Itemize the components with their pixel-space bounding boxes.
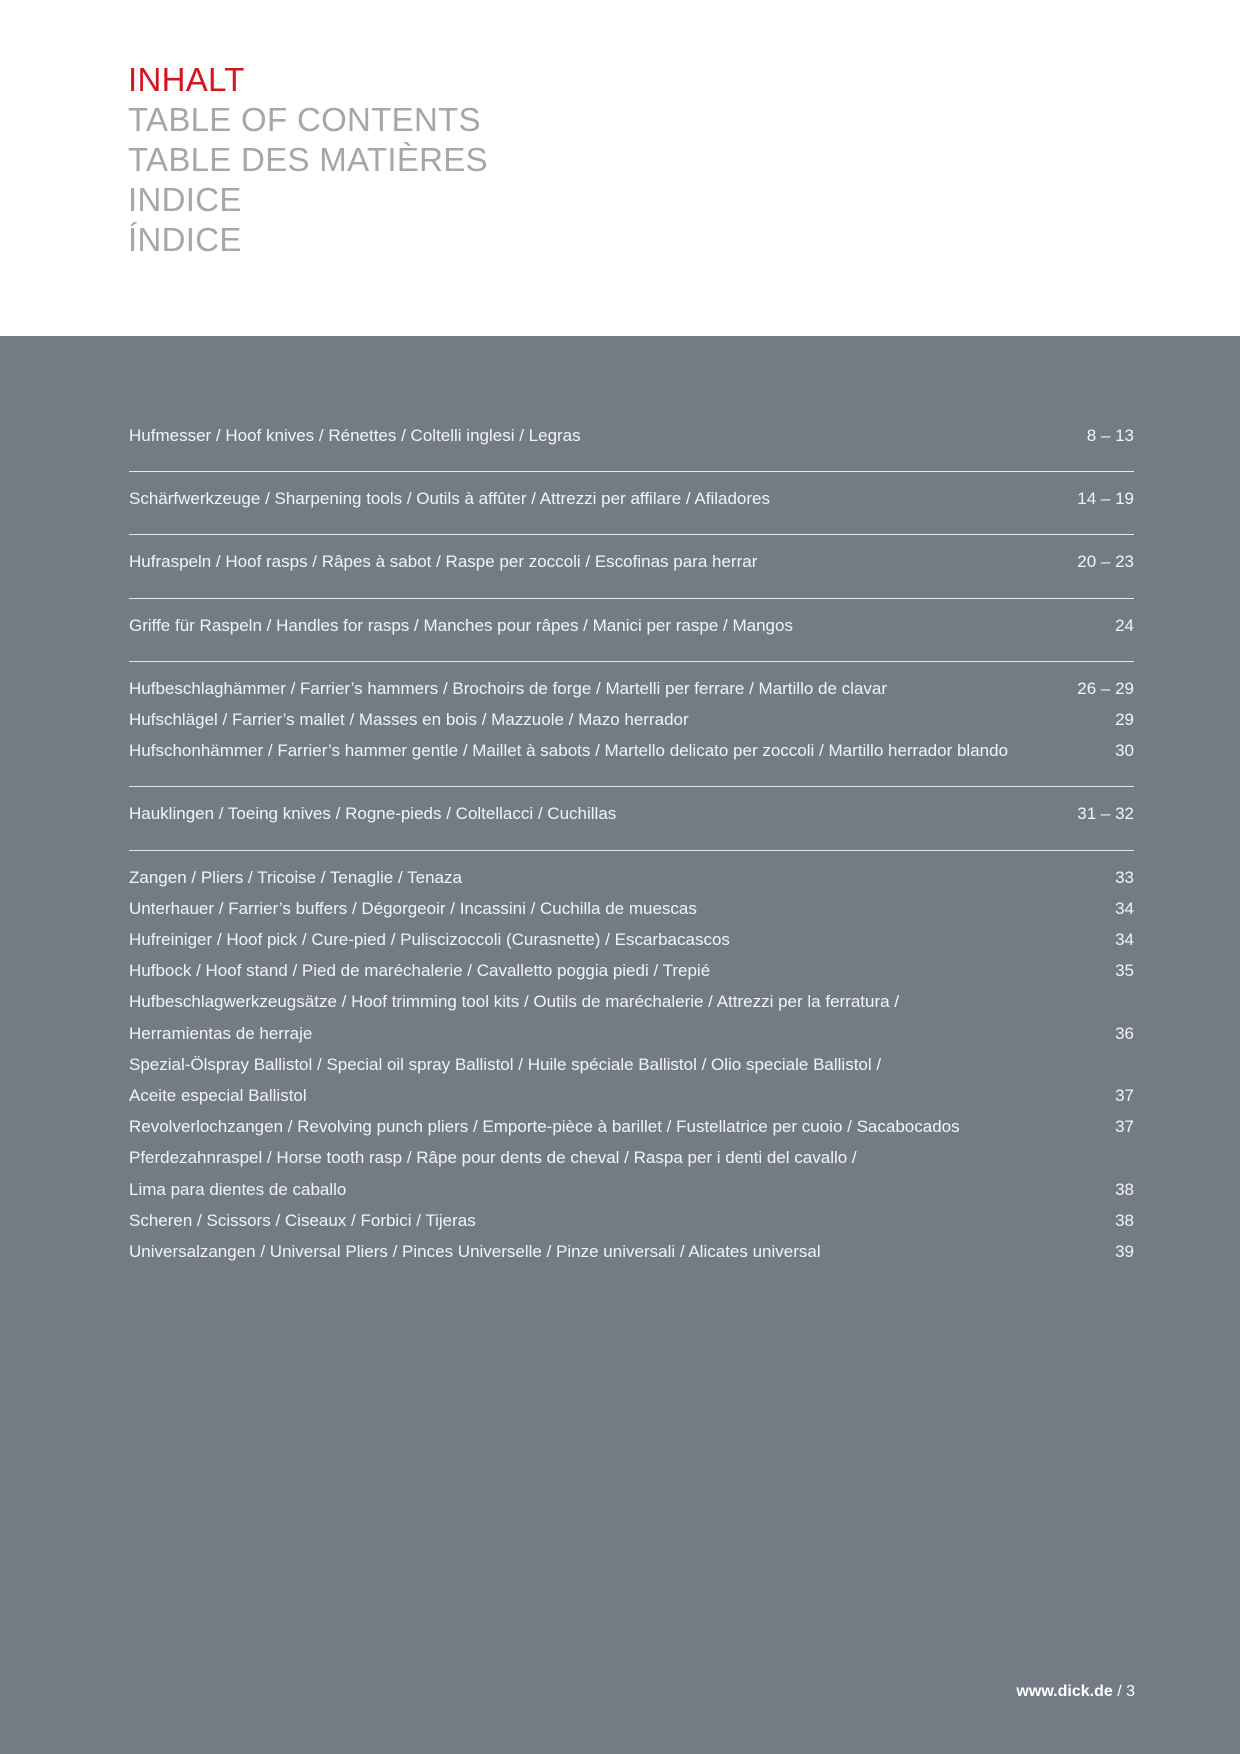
toc-entry-title-line: Hufschlägel / Farrier’s mallet / Masses en bois / Mazzuole / Mazo herrador xyxy=(129,710,689,730)
toc-entry-title xyxy=(129,924,730,955)
toc-entry-title xyxy=(129,1142,857,1204)
toc-entry[interactable] xyxy=(129,924,1134,955)
toc-entry-title-line-continued: Aceite especial Ballistol xyxy=(129,1086,307,1106)
toc-entry-title-line: Zangen / Pliers / Tricoise / Tenaglie / Tenaza xyxy=(129,867,462,887)
toc-entry-page: 39 xyxy=(1115,1242,1134,1262)
footer xyxy=(1016,1683,1135,1701)
toc-entry-title-line: Griffe für Raspeln / Handles for rasps / Manches pour râpes / Manici per raspe / Mangos xyxy=(129,615,793,635)
toc-entry-title-line: Hufbeschlagwerkzeugsätze / Hoof trimming tool kits / Outils de maréchalerie / Attrezzi per la ferratura / xyxy=(129,992,900,1012)
toc-entry-title xyxy=(129,893,697,924)
page-title-english: TABLE OF CONTENTS xyxy=(128,101,481,138)
toc-entry[interactable] xyxy=(129,1049,1134,1111)
toc-entry-title xyxy=(129,1111,960,1142)
page-title-french: TABLE DES MATIÈRES xyxy=(128,141,488,178)
toc-entry-title-line: Hufbeschlaghämmer / Farrier’s hammers / Brochoirs de forge / Martelli per ferrare / Martillo de clavar xyxy=(129,678,888,698)
toc-group xyxy=(129,535,1134,598)
toc-entry[interactable] xyxy=(129,798,1134,829)
toc-entry-page: 31 – 32 xyxy=(1077,804,1134,824)
toc-entry-title-line: Scheren / Scissors / Ciseaux / Forbici / Tijeras xyxy=(129,1210,476,1230)
toc-group xyxy=(129,851,1134,1288)
toc-entry-title xyxy=(129,955,710,986)
toc-entry-title-line: Spezial-Ölspray Ballistol / Special oil spray Ballistol / Huile spéciale Ballistol / Olio speciale Ballistol / xyxy=(129,1054,882,1074)
page-title-italian: INDICE xyxy=(128,181,242,218)
toc-entry-page: 34 xyxy=(1115,898,1134,918)
toc-entry-page: 38 xyxy=(1115,1179,1134,1199)
toc-entry-title xyxy=(129,704,689,735)
toc-entry-title-line-continued: Lima para dientes de caballo xyxy=(129,1179,347,1199)
toc-entry[interactable] xyxy=(129,546,1134,577)
toc-entry-title-line: Hufmesser / Hoof knives / Rénettes / Coltelli inglesi / Legras xyxy=(129,426,581,445)
toc-entry-page: 30 xyxy=(1115,741,1134,761)
toc-entry-title xyxy=(129,798,616,829)
toc-entry-page: 8 – 13 xyxy=(1086,426,1134,445)
toc-entry-title-line: Hufreiniger / Hoof pick / Cure-pied / Puliscizoccoli (Curasnette) / Escarbacascos xyxy=(129,930,730,950)
toc-group xyxy=(129,662,1134,788)
toc-entry-title xyxy=(129,610,793,641)
toc-entry-page: 29 xyxy=(1115,710,1134,730)
toc-entry-title-line: Hufraspeln / Hoof rasps / Râpes à sabot / Raspe per zoccoli / Escofinas para herrar xyxy=(129,552,758,572)
toc-entry-title xyxy=(129,1236,821,1267)
toc-entry-title-line: Hauklingen / Toeing knives / Rogne-pieds / Coltellacci / Cuchillas xyxy=(129,804,617,824)
toc-entry-page: 33 xyxy=(1115,867,1134,887)
toc-entry-title xyxy=(129,420,581,451)
toc-entry-page: 37 xyxy=(1115,1117,1134,1137)
toc-entry-title-line: Pferdezahnraspel / Horse tooth rasp / Râpe pour dents de cheval / Raspa per i denti del cavallo / xyxy=(129,1148,857,1168)
table-of-contents xyxy=(129,420,1134,1287)
toc-entry-page: 37 xyxy=(1115,1086,1134,1106)
toc-group xyxy=(129,420,1134,472)
toc-entry[interactable] xyxy=(129,610,1134,641)
toc-entry[interactable] xyxy=(129,673,1134,704)
toc-entry[interactable] xyxy=(129,955,1134,986)
toc-entry[interactable] xyxy=(129,1111,1134,1142)
toc-entry-title-line: Schärfwerkzeuge / Sharpening tools / Outils à affûter / Attrezzi per affilare / Afiladores xyxy=(129,489,770,509)
toc-entry-page: 35 xyxy=(1115,961,1134,981)
toc-entry-title xyxy=(129,1205,476,1236)
toc-group xyxy=(129,599,1134,662)
toc-entry-title xyxy=(129,673,887,704)
toc-entry-title xyxy=(129,735,1008,766)
toc-entry-title-line-continued: Herramientas de herraje xyxy=(129,1023,313,1043)
toc-entry-title-line: Hufschonhämmer / Farrier’s hammer gentle / Maillet à sabots / Martello delicato per zoccoli / Martillo herrador blando xyxy=(129,741,1009,761)
toc-group xyxy=(129,472,1134,535)
toc-entry[interactable] xyxy=(129,1205,1134,1236)
toc-entry-title-line: Unterhauer / Farrier’s buffers / Dégorgeoir / Incassini / Cuchilla de muescas xyxy=(129,898,697,918)
toc-entry[interactable] xyxy=(129,862,1134,893)
toc-entry[interactable] xyxy=(129,735,1134,766)
toc-entry-title xyxy=(129,862,462,893)
header xyxy=(0,0,1240,336)
toc-entry-page: 38 xyxy=(1115,1210,1134,1230)
toc-entry-page: 36 xyxy=(1115,1023,1134,1043)
page-title-german: INHALT xyxy=(128,61,245,98)
toc-entry[interactable] xyxy=(129,483,1134,514)
toc-entry-title xyxy=(129,546,757,577)
toc-entry[interactable] xyxy=(129,986,1134,1048)
toc-entry-title-line: Universalzangen / Universal Pliers / Pinces Universelle / Pinze universali / Alicates universal xyxy=(129,1242,821,1262)
toc-entry-title-line: Hufbock / Hoof stand / Pied de maréchalerie / Cavalletto poggia piedi / Trepié xyxy=(129,961,711,981)
toc-entry-title xyxy=(129,986,899,1048)
toc-entry-page: 24 xyxy=(1115,615,1134,635)
toc-entry-title-line: Revolverlochzangen / Revolving punch pliers / Emporte-pièce à barillet / Fustellatrice per cuoio / Sacabocados xyxy=(129,1117,960,1137)
toc-entry[interactable] xyxy=(129,704,1134,735)
title-block xyxy=(128,60,488,260)
toc-entry-page: 26 – 29 xyxy=(1077,678,1134,698)
toc-entry[interactable] xyxy=(129,1142,1134,1204)
toc-entry[interactable] xyxy=(129,893,1134,924)
website-link[interactable]: www.dick.de xyxy=(1016,1683,1113,1700)
toc-group xyxy=(129,787,1134,850)
toc-entry[interactable] xyxy=(129,420,1134,451)
toc-entry-page: 14 – 19 xyxy=(1077,489,1134,509)
toc-entry-title xyxy=(129,483,770,514)
toc-entry-page: 34 xyxy=(1115,930,1134,950)
toc-entry[interactable] xyxy=(129,1236,1134,1267)
toc-entry-page: 20 – 23 xyxy=(1077,552,1134,572)
footer-separator: / xyxy=(1112,1683,1127,1700)
toc-entry-title xyxy=(129,1049,881,1111)
page-number: 3 xyxy=(1126,1683,1135,1700)
page-title-spanish: ÍNDICE xyxy=(128,221,242,258)
